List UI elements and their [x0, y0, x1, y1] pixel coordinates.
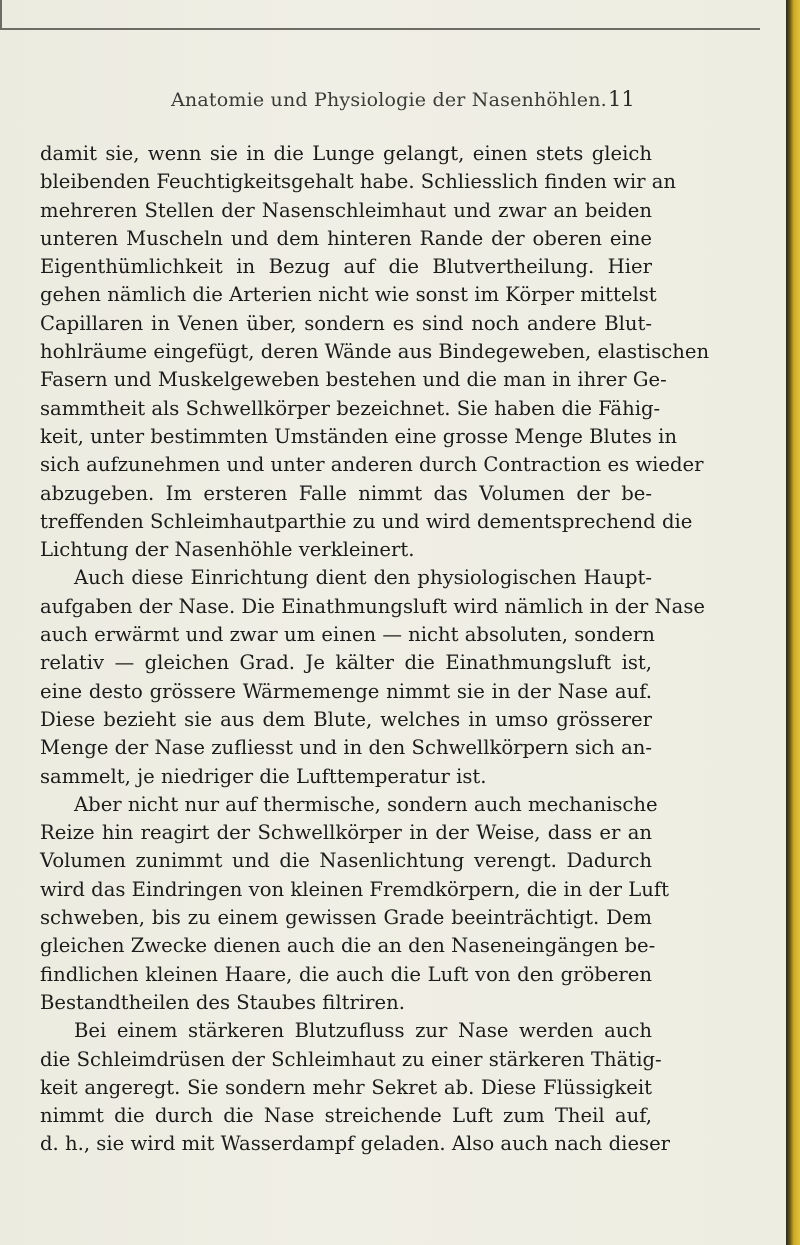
text-line: hohlräume eingefügt, deren Wände aus Bindegeweben, elastischen	[40, 340, 710, 364]
text-line: Auch diese Einrichtung dient den physiologischen Haupt-	[74, 566, 652, 590]
scan-border-top	[0, 28, 760, 30]
text-line: Bei einem stärkeren Blutzufluss zur Nase werden auch	[74, 1019, 652, 1043]
text-line: schweben, bis zu einem gewissen Grade beeinträchtigt. Dem	[40, 906, 652, 930]
text-line: Fasern und Muskelgeweben bestehen und die man in ihrer Ge-	[40, 368, 667, 392]
page-number: 11	[608, 87, 635, 111]
text-line: gehen nämlich die Arterien nicht wie sonst im Körper mittelst	[40, 283, 657, 307]
text-line: Menge der Nase zufliesst und in den Schwellkörpern sich an-	[40, 736, 652, 760]
text-line: die Schleimdrüsen der Schleimhaut zu einer stärkeren Thätig-	[40, 1047, 662, 1071]
text-line: Diese bezieht sie aus dem Blute, welches in umso grösserer	[40, 707, 652, 731]
text-line: Volumen zunimmt und die Nasenlichtung verengt. Dadurch	[40, 849, 652, 873]
text-line: unteren Muscheln und dem hinteren Rande der oberen eine	[40, 226, 652, 250]
body-text	[40, 140, 710, 1159]
text-line: mehreren Stellen der Nasenschleimhaut und zwar an beiden	[40, 198, 652, 222]
text-line: eine desto grössere Wärmemenge nimmt sie in der Nase auf.	[40, 679, 652, 703]
text-line: damit sie, wenn sie in die Lunge gelangt, einen stets gleich	[40, 142, 652, 165]
text-line: wird das Eindringen von kleinen Fremdkörpern, die in der Luft	[40, 877, 669, 901]
page-header	[0, 89, 786, 117]
text-line: gleichen Zwecke dienen auch die an den Naseneingängen be-	[40, 934, 656, 958]
text-line: Bestandtheilen des Staubes filtriren.	[40, 990, 405, 1014]
text-line: Capillaren in Venen über, sondern es sind noch andere Blut-	[40, 311, 652, 335]
text-line: Eigenthümlichkeit in Bezug auf die Blutvertheilung. Hier	[40, 255, 652, 279]
text-line: relativ — gleichen Grad. Je kälter die Einathmungsluft ist,	[40, 651, 652, 675]
text-line: findlichen kleinen Haare, die auch die Luft von den gröberen	[40, 962, 652, 986]
text-line: Reize hin reagirt der Schwellkörper in der Weise, dass er an	[40, 821, 652, 845]
scan-border-left	[0, 0, 2, 30]
text-line: aufgaben der Nase. Die Einathmungsluft wird nämlich in der Nase	[40, 594, 705, 618]
text-line: nimmt die durch die Nase streichende Luft zum Theil auf,	[40, 1104, 652, 1128]
text-line: bleibenden Feuchtigkeitsgehalt habe. Schliesslich finden wir an	[40, 170, 677, 194]
text-line: Lichtung der Nasenhöhle verkleinert.	[40, 538, 415, 562]
text-line: auch erwärmt und zwar um einen — nicht absoluten, sondern	[40, 623, 655, 647]
scan-edge	[786, 0, 800, 1245]
text-line: sich aufzunehmen und unter anderen durch Contraction es wieder	[40, 453, 704, 477]
text-line: treffenden Schleimhautparthie zu und wird dementsprechend die	[40, 509, 693, 533]
text-line: keit angeregt. Sie sondern mehr Sekret ab. Diese Flüssigkeit	[40, 1075, 652, 1099]
text-line: abzugeben. Im ersteren Falle nimmt das Volumen der be-	[40, 481, 652, 505]
text-line: d. h., sie wird mit Wasserdampf geladen. Also auch nach dieser	[40, 1132, 671, 1156]
text-line: sammelt, je niedriger die Lufttemperatur ist.	[40, 764, 487, 788]
text-line: keit, unter bestimmten Umständen eine grosse Menge Blutes in	[40, 424, 677, 448]
running-title: Anatomie und Physiologie der Nasenhöhlen.	[171, 89, 607, 111]
text-line: sammtheit als Schwellkörper bezeichnet. Sie haben die Fähig-	[40, 396, 661, 420]
text-line: Aber nicht nur auf thermische, sondern auch mechanische	[74, 792, 658, 816]
